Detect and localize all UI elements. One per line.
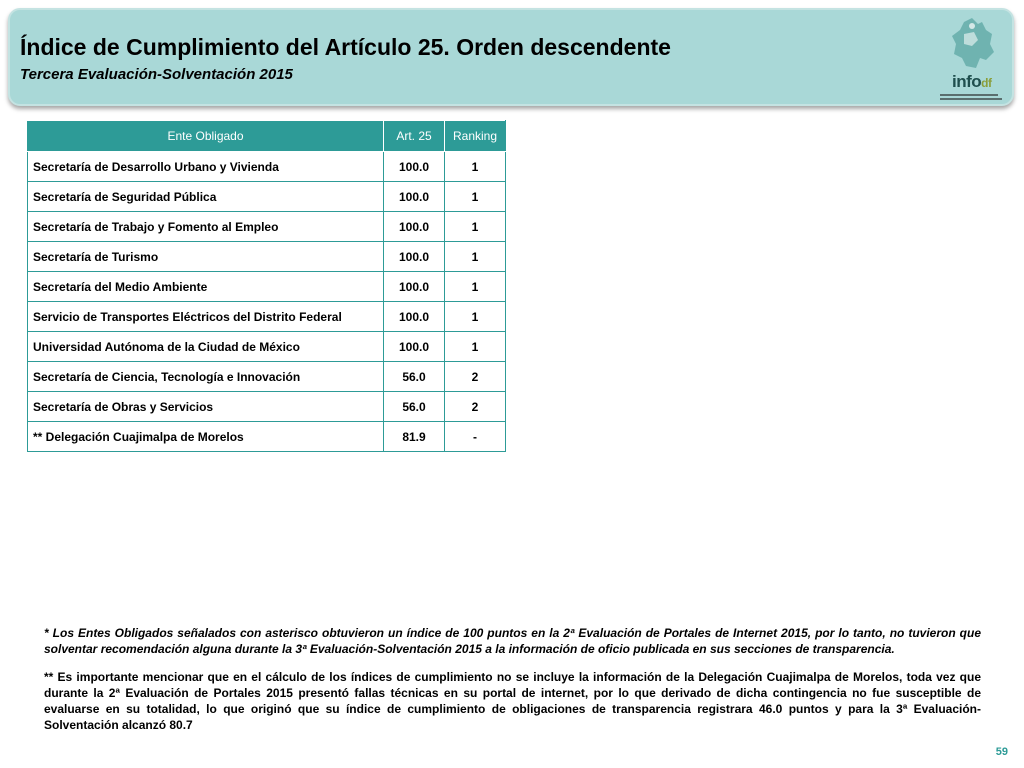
- cell-art25: 100.0: [384, 182, 445, 212]
- cell-ente: Secretaría de Ciencia, Tecnología e Innovación: [28, 362, 384, 392]
- footnotes: [44, 625, 981, 745]
- cell-ranking: 2: [445, 392, 506, 422]
- cell-art25: 56.0: [384, 362, 445, 392]
- table-row: [28, 242, 506, 272]
- cell-ente: Secretaría de Desarrollo Urbano y Vivienda: [28, 152, 384, 182]
- cell-ranking: 1: [445, 302, 506, 332]
- cell-art25: 100.0: [384, 272, 445, 302]
- table-row: [28, 272, 506, 302]
- cell-art25: 100.0: [384, 212, 445, 242]
- cell-ente: ** Delegación Cuajimalpa de Morelos: [28, 422, 384, 452]
- cell-art25: 100.0: [384, 242, 445, 272]
- mexico-city-map-icon: [948, 16, 998, 72]
- cell-ente: Secretaría de Seguridad Pública: [28, 182, 384, 212]
- cell-ente: Secretaría de Obras y Servicios: [28, 392, 384, 422]
- page-title: Índice de Cumplimiento del Artículo 25. Orden descendente: [20, 34, 671, 60]
- cell-art25: 100.0: [384, 332, 445, 362]
- cell-ranking: 1: [445, 152, 506, 182]
- table-row: [28, 362, 506, 392]
- table-row: [28, 332, 506, 362]
- column-header-ranking: Ranking: [445, 121, 506, 152]
- cell-ranking: 1: [445, 272, 506, 302]
- column-header-ente: Ente Obligado: [28, 121, 384, 152]
- cell-ranking: 2: [445, 362, 506, 392]
- logo-wordmark: infodf: [952, 72, 992, 91]
- table-row: [28, 212, 506, 242]
- infodf-logo: [938, 16, 1004, 102]
- cell-ranking: 1: [445, 242, 506, 272]
- cell-ranking: 1: [445, 182, 506, 212]
- cell-ente: Secretaría del Medio Ambiente: [28, 272, 384, 302]
- cell-ente: Secretaría de Trabajo y Fomento al Empleo: [28, 212, 384, 242]
- footnote-asterisk: * Los Entes Obligados señalados con asterisco obtuvieron un índice de 100 puntos en la 2ª Evaluación de Portales de Internet 2015, por lo tanto, no tuvieron que solventar recomendación alguna durante la 3ª Evaluación-Solventación 2015 a la información de oficio publicada en sus secciones de transparencia.: [44, 626, 981, 656]
- page-subtitle: Tercera Evaluación-Solventación 2015: [20, 66, 293, 83]
- column-header-art25: Art. 25: [384, 121, 445, 152]
- cell-art25: 100.0: [384, 302, 445, 332]
- cell-ente: Secretaría de Turismo: [28, 242, 384, 272]
- cell-art25: 81.9: [384, 422, 445, 452]
- cell-ranking: -: [445, 422, 506, 452]
- page-number: 59: [995, 746, 1008, 758]
- logo-fine-print-line: [940, 98, 1002, 100]
- table-row: [28, 302, 506, 332]
- cell-art25: 56.0: [384, 392, 445, 422]
- cell-ente: Servicio de Transportes Eléctricos del Distrito Federal: [28, 302, 384, 332]
- table-header-row: [28, 121, 506, 152]
- footnote-double-asterisk: ** Es importante mencionar que en el cálculo de los índices de cumplimiento no se incluye la información de la Delegación Cuajimalpa de Morelos, toda vez que durante la 2ª Evaluación de Portales 2015 presentó fallas técnicas en su portal de internet, por lo que derivado de dicha contingencia no fue susceptible de evaluarse en su totalidad, lo que originó que su índice de cumplimiento de obligaciones de transparencia registrara 46.0 puntos y para la 3ª Evaluación-Solventación alcanzó 80.7: [44, 670, 981, 732]
- compliance-table: [27, 120, 506, 452]
- cell-art25: 100.0: [384, 152, 445, 182]
- cell-ente: Universidad Autónoma de la Ciudad de México: [28, 332, 384, 362]
- cell-ranking: 1: [445, 332, 506, 362]
- logo-fine-print-line: [940, 94, 998, 96]
- table-row: [28, 152, 506, 182]
- table-row: [28, 182, 506, 212]
- cell-ranking: 1: [445, 212, 506, 242]
- table-row: [28, 422, 506, 452]
- table-row: [28, 392, 506, 422]
